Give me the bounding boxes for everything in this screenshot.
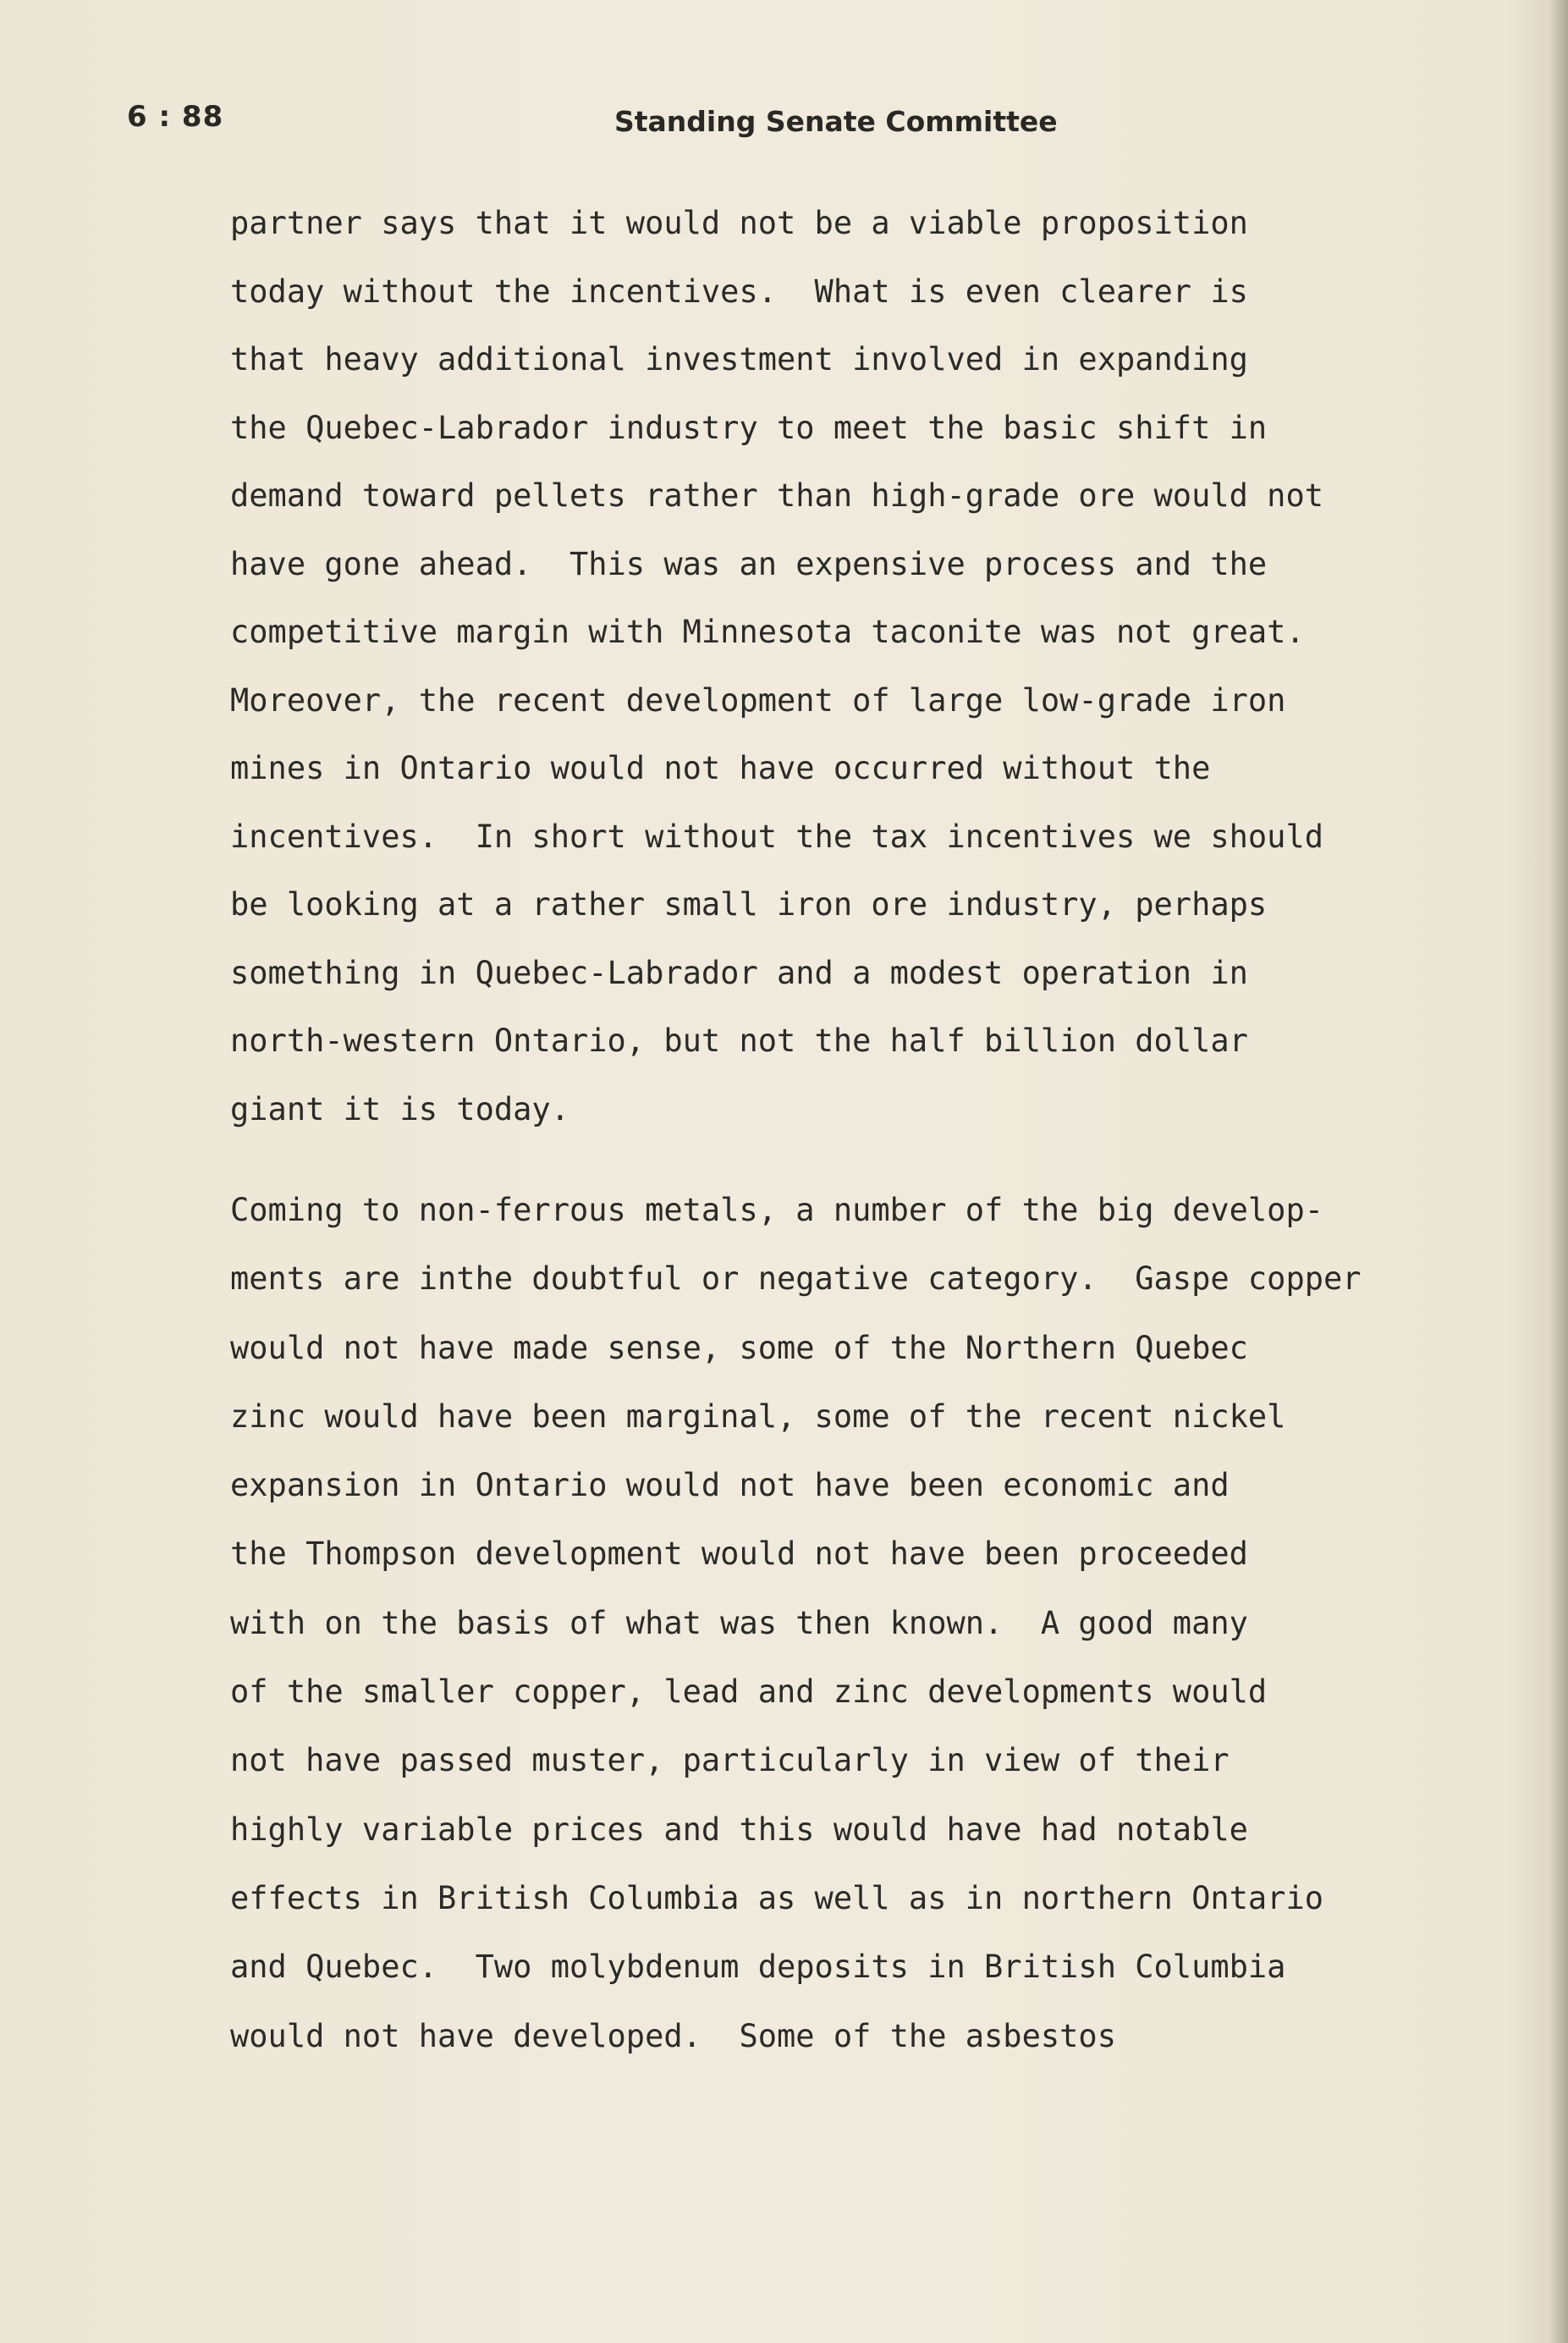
text-line: today without the incentives. What is even clearer is: [230, 273, 1248, 310]
text-line: be looking at a rather small iron ore industry, perhaps: [230, 886, 1268, 923]
text-line: highly variable prices and this would have had notable: [230, 1811, 1248, 1848]
text-line: demand toward pellets rather than high-grade ore would not: [230, 477, 1324, 514]
text-line: would not have developed. Some of the asbestos: [230, 2017, 1116, 2054]
running-head-title: Standing Senate Committee: [614, 105, 1058, 138]
text-line: would not have made sense, some of the Northern Quebec: [230, 1329, 1248, 1366]
text-line: something in Quebec-Labrador and a modest operation in: [230, 954, 1248, 991]
text-line: competitive margin with Minnesota taconite was not great.: [230, 614, 1305, 650]
text-line: mines in Ontario would not have occurred without the: [230, 750, 1211, 786]
body-text: [230, 190, 1483, 2070]
text-line: zinc would have been marginal, some of the recent nickel: [230, 1398, 1286, 1435]
text-line: and Quebec. Two molybdenum deposits in British Columbia: [230, 1949, 1286, 1986]
text-line: Moreover, the recent development of large low-grade iron: [230, 681, 1286, 719]
text-line: of the smaller copper, lead and zinc developments would: [230, 1673, 1268, 1711]
text-line: that heavy additional investment involved in expanding: [230, 341, 1248, 378]
paragraph-1: [230, 190, 1483, 1144]
text-line: Coming to non-ferrous metals, a number of the big develop-: [230, 1192, 1324, 1228]
text-line: effects in British Columbia as well as in northern Ontario: [230, 1879, 1324, 1916]
text-line: expansion in Ontario would not have been economic and: [230, 1467, 1230, 1504]
text-line: north-western Ontario, but not the half billion dollar: [230, 1023, 1248, 1059]
paragraph-2: [230, 1176, 1483, 2070]
text-line: the Quebec-Labrador industry to meet the basic shift in: [230, 409, 1268, 446]
text-line: ments are inthe doubtful or negative category. Gaspe copper: [230, 1260, 1362, 1298]
text-line: incentives. In short without the tax incentives we should: [230, 818, 1324, 855]
page-number: 6 : 88: [127, 100, 224, 134]
text-line: have gone ahead. This was an expensive process and the: [230, 545, 1268, 582]
text-line: with on the basis of what was then known. A good many: [230, 1604, 1248, 1641]
text-line: partner says that it would not be a viable proposition: [230, 205, 1248, 241]
text-line: not have passed muster, particularly in view of their: [230, 1742, 1230, 1779]
page-binding-shadow: [1549, 0, 1568, 2343]
text-line: the Thompson development would not have been proceeded: [230, 1535, 1248, 1573]
text-line: giant it is today.: [230, 1090, 569, 1127]
